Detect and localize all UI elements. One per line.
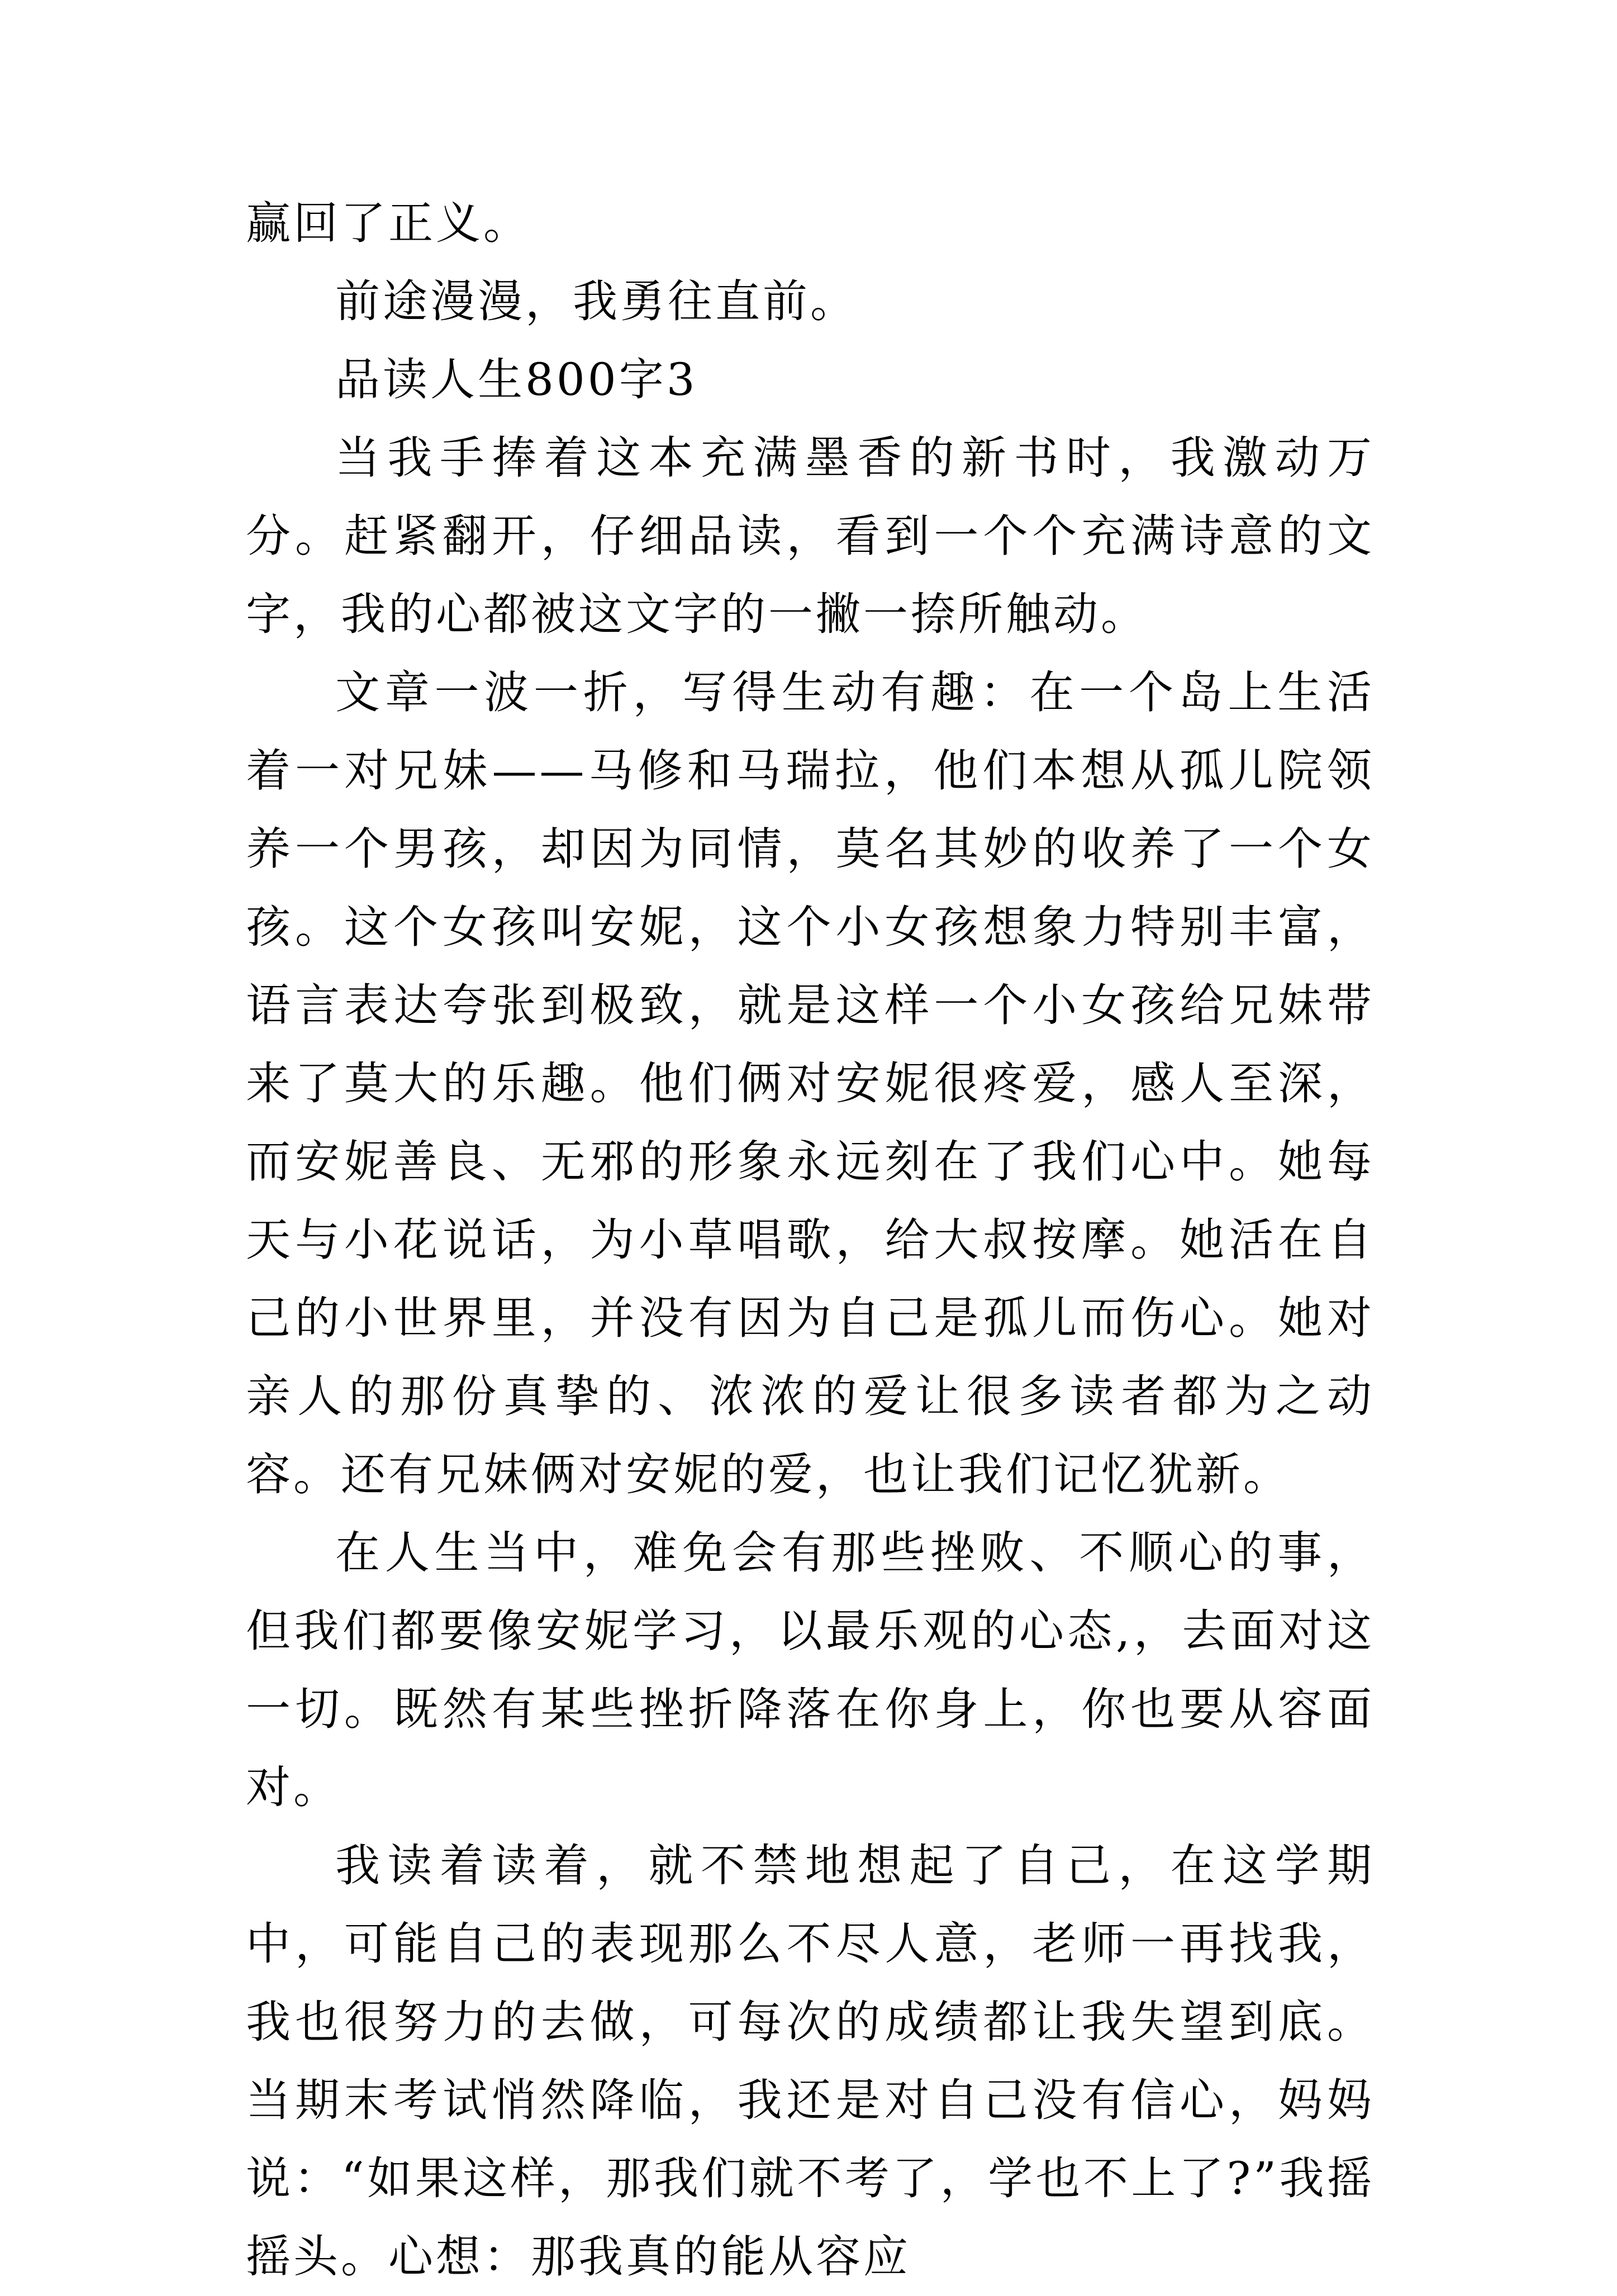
body-text (246, 184, 1375, 2296)
paragraph-continuation: 赢回了正义。 (246, 197, 531, 249)
paragraph: 我读着读着，就不禁地想起了自己，在这学期中，可能自己的表现那么不尽人意，老师一再找我，我也很努力的去做，可每次的成绩都让我失望到底。当期末考试悄然降临，我还是对自己没有信心，妈妈说：“如果这样，那我们就不考了，学也不上了?”我摇摇头。心想：那我真的能从容应 (246, 1840, 1375, 2283)
paragraph: 在人生当中，难免会有那些挫败、不顺心的事，但我们都要像安妮学习，以最乐观的心态,，去面对这一切。既然有某些挫折降落在你身上，你也要从容面对。 (246, 1527, 1375, 1813)
paragraph: 当我手捧着这本充满墨香的新书时，我激动万分。赶紧翻开，仔细品读，看到一个个充满诗意的文字，我的心都被这文字的一撇一捺所触动。 (246, 432, 1375, 640)
section-heading: 品读人生800字3 (335, 354, 698, 406)
paragraph: 文章一波一折，写得生动有趣：在一个岛上生活着一对兄妹——马修和马瑞拉，他们本想从孤儿院领养一个男孩，却因为同情，莫名其妙的收养了一个女孩。这个女孩叫安妮，这个小女孩想象力特别丰富，语言表达夸张到极致，就是这样一个小女孩给兄妹带来了莫大的乐趣。他们俩对安妮很疼爱，感人至深，而安妮善良、无邪的形象永远刻在了我们心中。她每天与小花说话，为小草唱歌，给大叔按摩。她活在自己的小世界里，并没有因为自己是孤儿而伤心。她对亲人的那份真挚的、浓浓的爱让很多读者都为之动容。还有兄妹俩对安妮的爱，也让我们记忆犹新。 (246, 666, 1375, 1501)
paragraph: 前途漫漫，我勇往直前。 (335, 275, 858, 327)
